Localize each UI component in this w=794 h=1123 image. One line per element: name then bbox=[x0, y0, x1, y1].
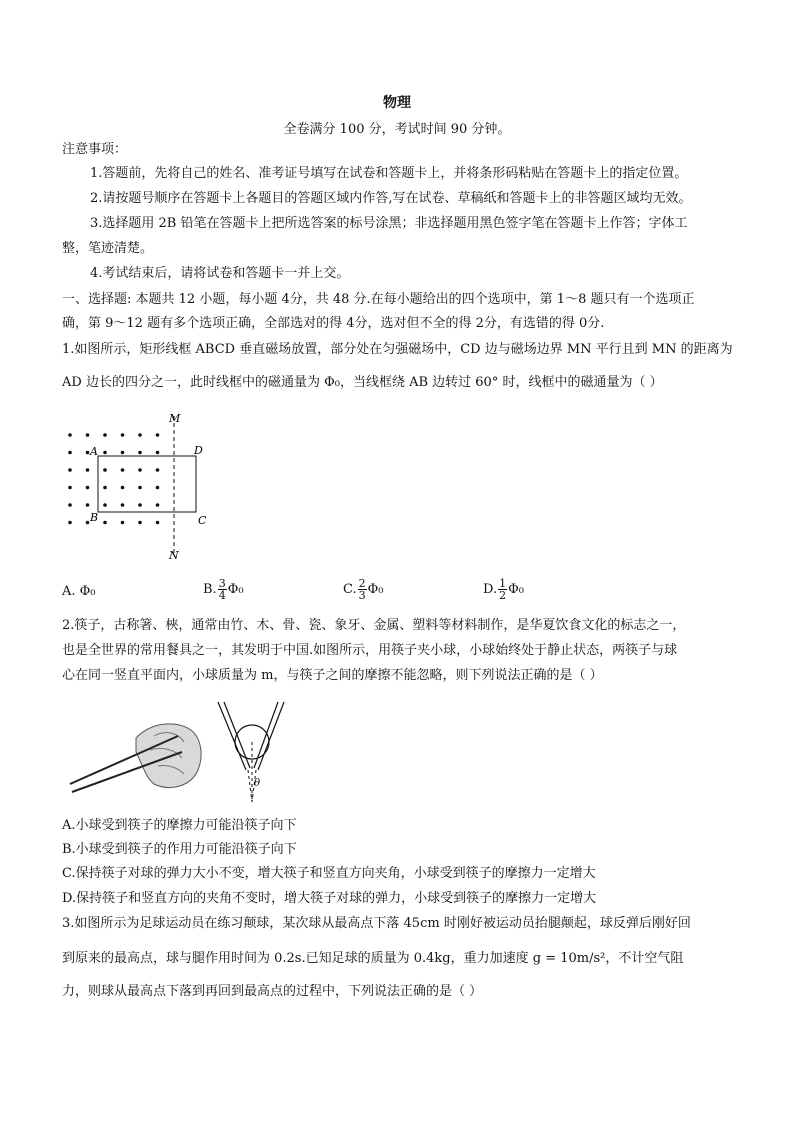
field-dot bbox=[103, 503, 107, 507]
field-dot bbox=[86, 451, 90, 455]
section-instructions: 一、选择题: 本题共 12 小题，每小题 4分，共 48 分.在每小题给出的四个选项中，第 1～8 题只有一个选项正 bbox=[62, 292, 695, 307]
q1-option-a: A. Φ₀ bbox=[62, 584, 96, 599]
field-dot bbox=[68, 521, 72, 525]
field-dot bbox=[68, 503, 72, 507]
field-dot bbox=[68, 486, 72, 490]
label-n: N bbox=[169, 549, 179, 562]
q2-option-a: A.小球受到筷子的摩擦力可能沿筷子向下 bbox=[62, 818, 297, 833]
option-label: B. bbox=[203, 582, 217, 597]
option-unit: Φ₀ bbox=[367, 582, 384, 597]
field-dot bbox=[103, 521, 107, 525]
q2-option-c: C.保持筷子对球的弹力大小不变，增大筷子和竖直方向夹角，小球受到筷子的摩擦力一定增大 bbox=[62, 866, 596, 881]
field-dot bbox=[156, 503, 160, 507]
fraction-denominator: 2 bbox=[499, 589, 507, 602]
label-a: A bbox=[90, 445, 98, 458]
field-dot bbox=[68, 433, 72, 437]
field-dot bbox=[121, 503, 125, 507]
field-dot bbox=[138, 503, 142, 507]
q1-option-b bbox=[203, 578, 244, 601]
label-d: D bbox=[194, 444, 203, 457]
question-3-text: 3.如图所示为足球运动员在练习颠球，某次球从最高点下落 45cm 时刚好被运动员抬腿颠起，球反弹后刚好回 bbox=[62, 916, 691, 931]
field-dot bbox=[138, 486, 142, 490]
label-c: C bbox=[198, 514, 207, 527]
field-dot bbox=[156, 451, 160, 455]
field-dot bbox=[138, 451, 142, 455]
chopsticks-ball-diagram bbox=[212, 698, 292, 808]
notes-heading: 注意事项： bbox=[62, 142, 128, 157]
fraction-numerator: 1 bbox=[499, 577, 507, 590]
field-dot bbox=[121, 521, 125, 525]
field-dot bbox=[103, 433, 107, 437]
section-instructions: 确，第 9～12 题有多个选项正确，全部选对的得 4分，选对但不全的得 2分，有选错的得 0分. bbox=[62, 316, 605, 331]
chopsticks-hand-photo bbox=[66, 700, 206, 800]
question-1-text: AD 边长的四分之一，此时线框中的磁通量为 Φ₀，当线框绕 AB 边转过 60° 时，线框中的磁通量为（ ） bbox=[62, 375, 663, 390]
option-label: C. bbox=[343, 582, 357, 597]
field-dot bbox=[86, 503, 90, 507]
field-dot bbox=[156, 468, 160, 472]
field-dot bbox=[103, 468, 107, 472]
field-dot bbox=[68, 451, 72, 455]
field-dot bbox=[103, 451, 107, 455]
label-b: B bbox=[90, 511, 99, 524]
question-2-text: 也是全世界的常用餐具之一，其发明于中国.如图所示，用筷子夹小球，小球始终处于静止状态，两筷子与球 bbox=[62, 643, 678, 658]
magnetic-field-figure bbox=[60, 408, 250, 568]
field-dot bbox=[103, 486, 107, 490]
field-dot bbox=[121, 451, 125, 455]
note-item: 2.请按题号顺序在答题卡上各题目的答题区域内作答,写在试卷、草稿纸和答题卡上的非答题区域均无效。 bbox=[90, 191, 692, 206]
field-dot bbox=[138, 521, 142, 525]
field-dot bbox=[156, 433, 160, 437]
fraction-denominator: 3 bbox=[358, 589, 366, 602]
question-2-text: 2.筷子，古称箸、梜，通常由竹、木、骨、瓷、象牙、金属、塑料等材料制作，是华夏饮食文化的标志之一， bbox=[62, 618, 686, 633]
theta-label: θ bbox=[254, 778, 261, 789]
note-item: 整，笔迹清楚。 bbox=[62, 241, 154, 256]
option-unit: Φ₀ bbox=[508, 582, 524, 597]
field-dot bbox=[68, 468, 72, 472]
field-dot bbox=[86, 468, 90, 472]
q1-option-d bbox=[483, 578, 524, 601]
question-1-text: 1.如图所示，矩形线框 ABCD 垂直磁场放置，部分处在匀强磁场中，CD 边与磁场边界 MN 平行且到 MN 的距离为 bbox=[62, 342, 733, 357]
field-dot bbox=[156, 521, 160, 525]
question-2-text: 心在同一竖直平面内，小球质量为 m，与筷子之间的摩擦不能忽略，则下列说法正确的是（ ） bbox=[62, 668, 603, 683]
fraction-numerator: 2 bbox=[358, 577, 366, 590]
question-3-text: 力，则球从最高点下落到再回到最高点的过程中，下列说法正确的是（ ） bbox=[62, 984, 483, 999]
note-item: 3.选择题用 2B 铅笔在答题卡上把所选答案的标号涂黑；非选择题用黑色签字笔在答题卡上作答；字体工 bbox=[90, 216, 688, 231]
fraction-denominator: 4 bbox=[218, 589, 226, 602]
field-dot bbox=[156, 486, 160, 490]
exam-info: 全卷满分 100 分，考试时间 90 分钟。 bbox=[283, 122, 511, 137]
label-m: M bbox=[169, 412, 181, 425]
note-item: 1.答题前，先将自己的姓名、准考证号填写在试卷和答题卡上，并将条形码粘贴在答题卡上的指定位置。 bbox=[90, 166, 688, 181]
question-3-text: 到原来的最高点，球与腿作用时间为 0.2s.已知足球的质量为 0.4kg，重力加速度 g = 10m/s²，不计空气阻 bbox=[62, 951, 684, 966]
field-dot bbox=[86, 433, 90, 437]
option-unit: Φ₀ bbox=[227, 582, 244, 597]
page-title: 物理 bbox=[383, 95, 411, 111]
field-dots bbox=[68, 433, 159, 524]
note-item: 4.考试结束后，请将试卷和答题卡一并上交。 bbox=[90, 266, 350, 281]
field-dot bbox=[86, 521, 90, 525]
field-dot bbox=[121, 433, 125, 437]
field-dot bbox=[121, 468, 125, 472]
field-dot bbox=[121, 486, 125, 490]
fraction-numerator: 3 bbox=[218, 577, 226, 590]
field-dot bbox=[86, 486, 90, 490]
q2-option-d: D.保持筷子和竖直方向的夹角不变时，增大筷子对球的弹力，小球受到筷子的摩擦力一定增大 bbox=[62, 891, 597, 906]
option-label: D. bbox=[483, 582, 498, 597]
field-dot bbox=[138, 468, 142, 472]
coil-abcd bbox=[98, 456, 196, 512]
field-dot bbox=[138, 433, 142, 437]
q2-option-b: B.小球受到筷子的作用力可能沿筷子向下 bbox=[62, 842, 297, 857]
q1-option-c bbox=[343, 578, 384, 601]
